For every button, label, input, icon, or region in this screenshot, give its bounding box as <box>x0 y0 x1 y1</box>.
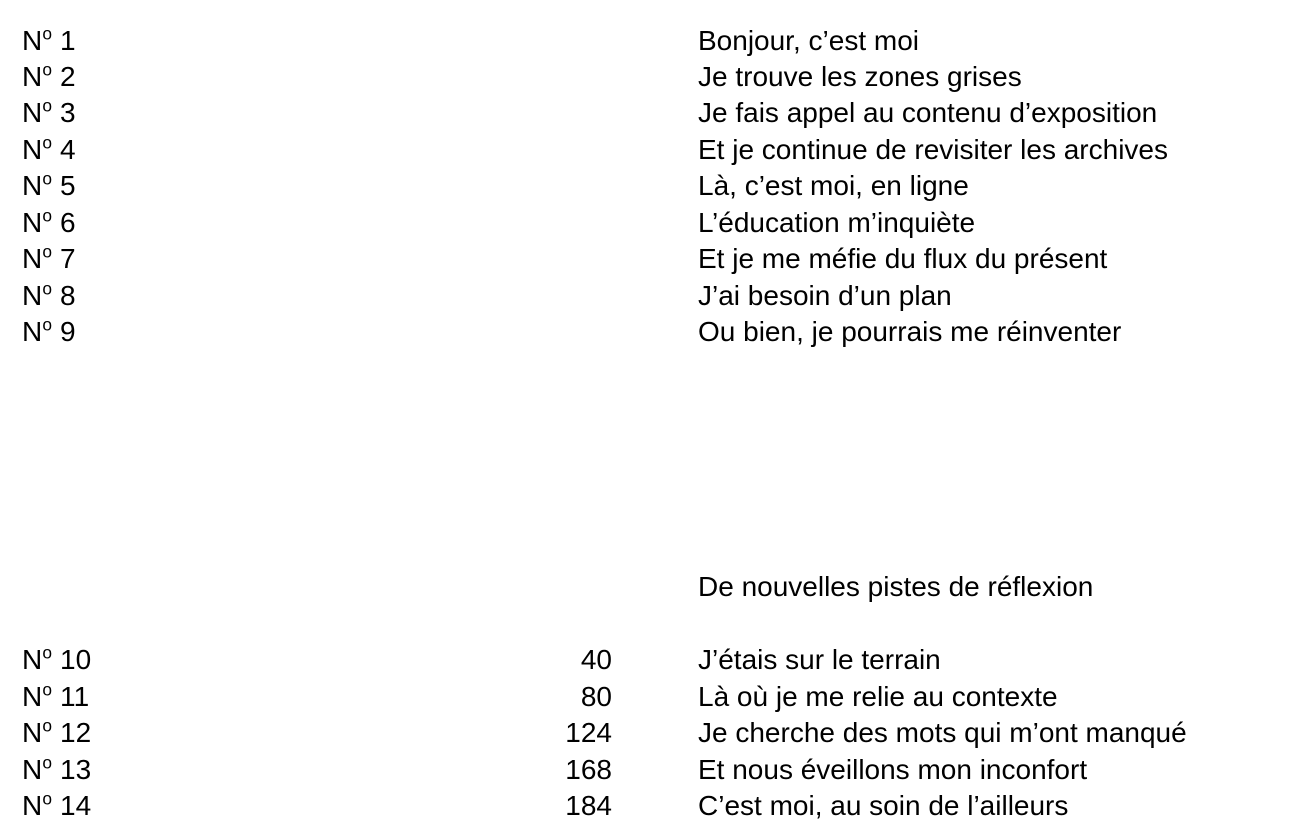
entry-title[interactable]: Je cherche des mots qui m’ont manqué <box>698 717 1187 748</box>
entry-page-number: 40 <box>580 644 612 675</box>
entry-title[interactable]: Là où je me relie au contexte <box>698 681 1058 712</box>
entry-title[interactable]: Là, c’est moi, en ligne <box>698 170 969 201</box>
contents-entry[interactable] <box>0 277 1300 314</box>
entry-page-number: 124 <box>565 717 612 748</box>
entry-number: $N^o$ 14 <box>22 788 92 821</box>
entry-number: $N^o$ 4 <box>22 132 76 165</box>
entry-title[interactable]: L’éducation m’inquiète <box>698 207 976 238</box>
entry-number: $N^o$ 3 <box>22 95 76 128</box>
entry-title[interactable]: J’étais sur le terrain <box>698 644 941 675</box>
entry-title[interactable]: C’est moi, au soin de l’ailleurs <box>698 790 1069 821</box>
entry-title[interactable]: Et nous éveillons mon inconfort <box>698 754 1088 785</box>
entry-title[interactable]: Bonjour, c’est moi <box>698 25 919 56</box>
contents-entry[interactable] <box>0 22 1300 59</box>
entry-number: $N^o$ 5 <box>22 168 76 201</box>
entry-number: $N^o$ 9 <box>22 314 76 347</box>
entry-number: $N^o$ 2 <box>22 59 76 92</box>
entry-number: $N^o$ 6 <box>22 205 76 238</box>
contents-entry[interactable] <box>0 751 1300 788</box>
contents-entry[interactable] <box>0 678 1300 715</box>
entry-title[interactable]: Et je continue de revisiter les archives <box>698 134 1168 165</box>
entry-title[interactable]: Et je me méfie du flux du présent <box>698 243 1108 274</box>
entry-number: $N^o$ 7 <box>22 241 76 274</box>
contents-entry[interactable] <box>0 204 1300 241</box>
section-heading: De nouvelles pistes de réflexion <box>698 571 1094 602</box>
contents-entry[interactable] <box>0 714 1300 751</box>
entry-title[interactable]: Ou bien, je pourrais me réinventer <box>698 316 1122 347</box>
entry-number: $N^o$ 13 <box>22 752 92 785</box>
contents-entry[interactable] <box>0 167 1300 204</box>
entry-title[interactable]: Je trouve les zones grises <box>698 61 1022 92</box>
contents-entry[interactable] <box>0 94 1300 131</box>
contents-entry[interactable] <box>0 641 1300 678</box>
contents-entry[interactable] <box>0 313 1300 350</box>
entry-number: $N^o$ 10 <box>22 642 92 675</box>
contents-entry[interactable] <box>0 240 1300 277</box>
entry-number: $N^o$ 8 <box>22 278 76 311</box>
entry-title[interactable]: J’ai besoin d’un plan <box>698 280 952 311</box>
entry-page-number: 80 <box>580 681 612 712</box>
contents-entry[interactable] <box>0 131 1300 168</box>
entry-number: $N^o$ 12 <box>22 715 92 748</box>
contents-entry[interactable] <box>0 58 1300 95</box>
entry-title[interactable]: Je fais appel au contenu d’exposition <box>698 97 1158 128</box>
contents-entry[interactable] <box>0 787 1300 824</box>
entry-number: $N^o$ 1 <box>22 23 76 56</box>
entry-page-number: 184 <box>565 790 612 821</box>
entry-number: $N^o$ 11 <box>22 679 90 712</box>
entry-page-number: 168 <box>565 754 612 785</box>
